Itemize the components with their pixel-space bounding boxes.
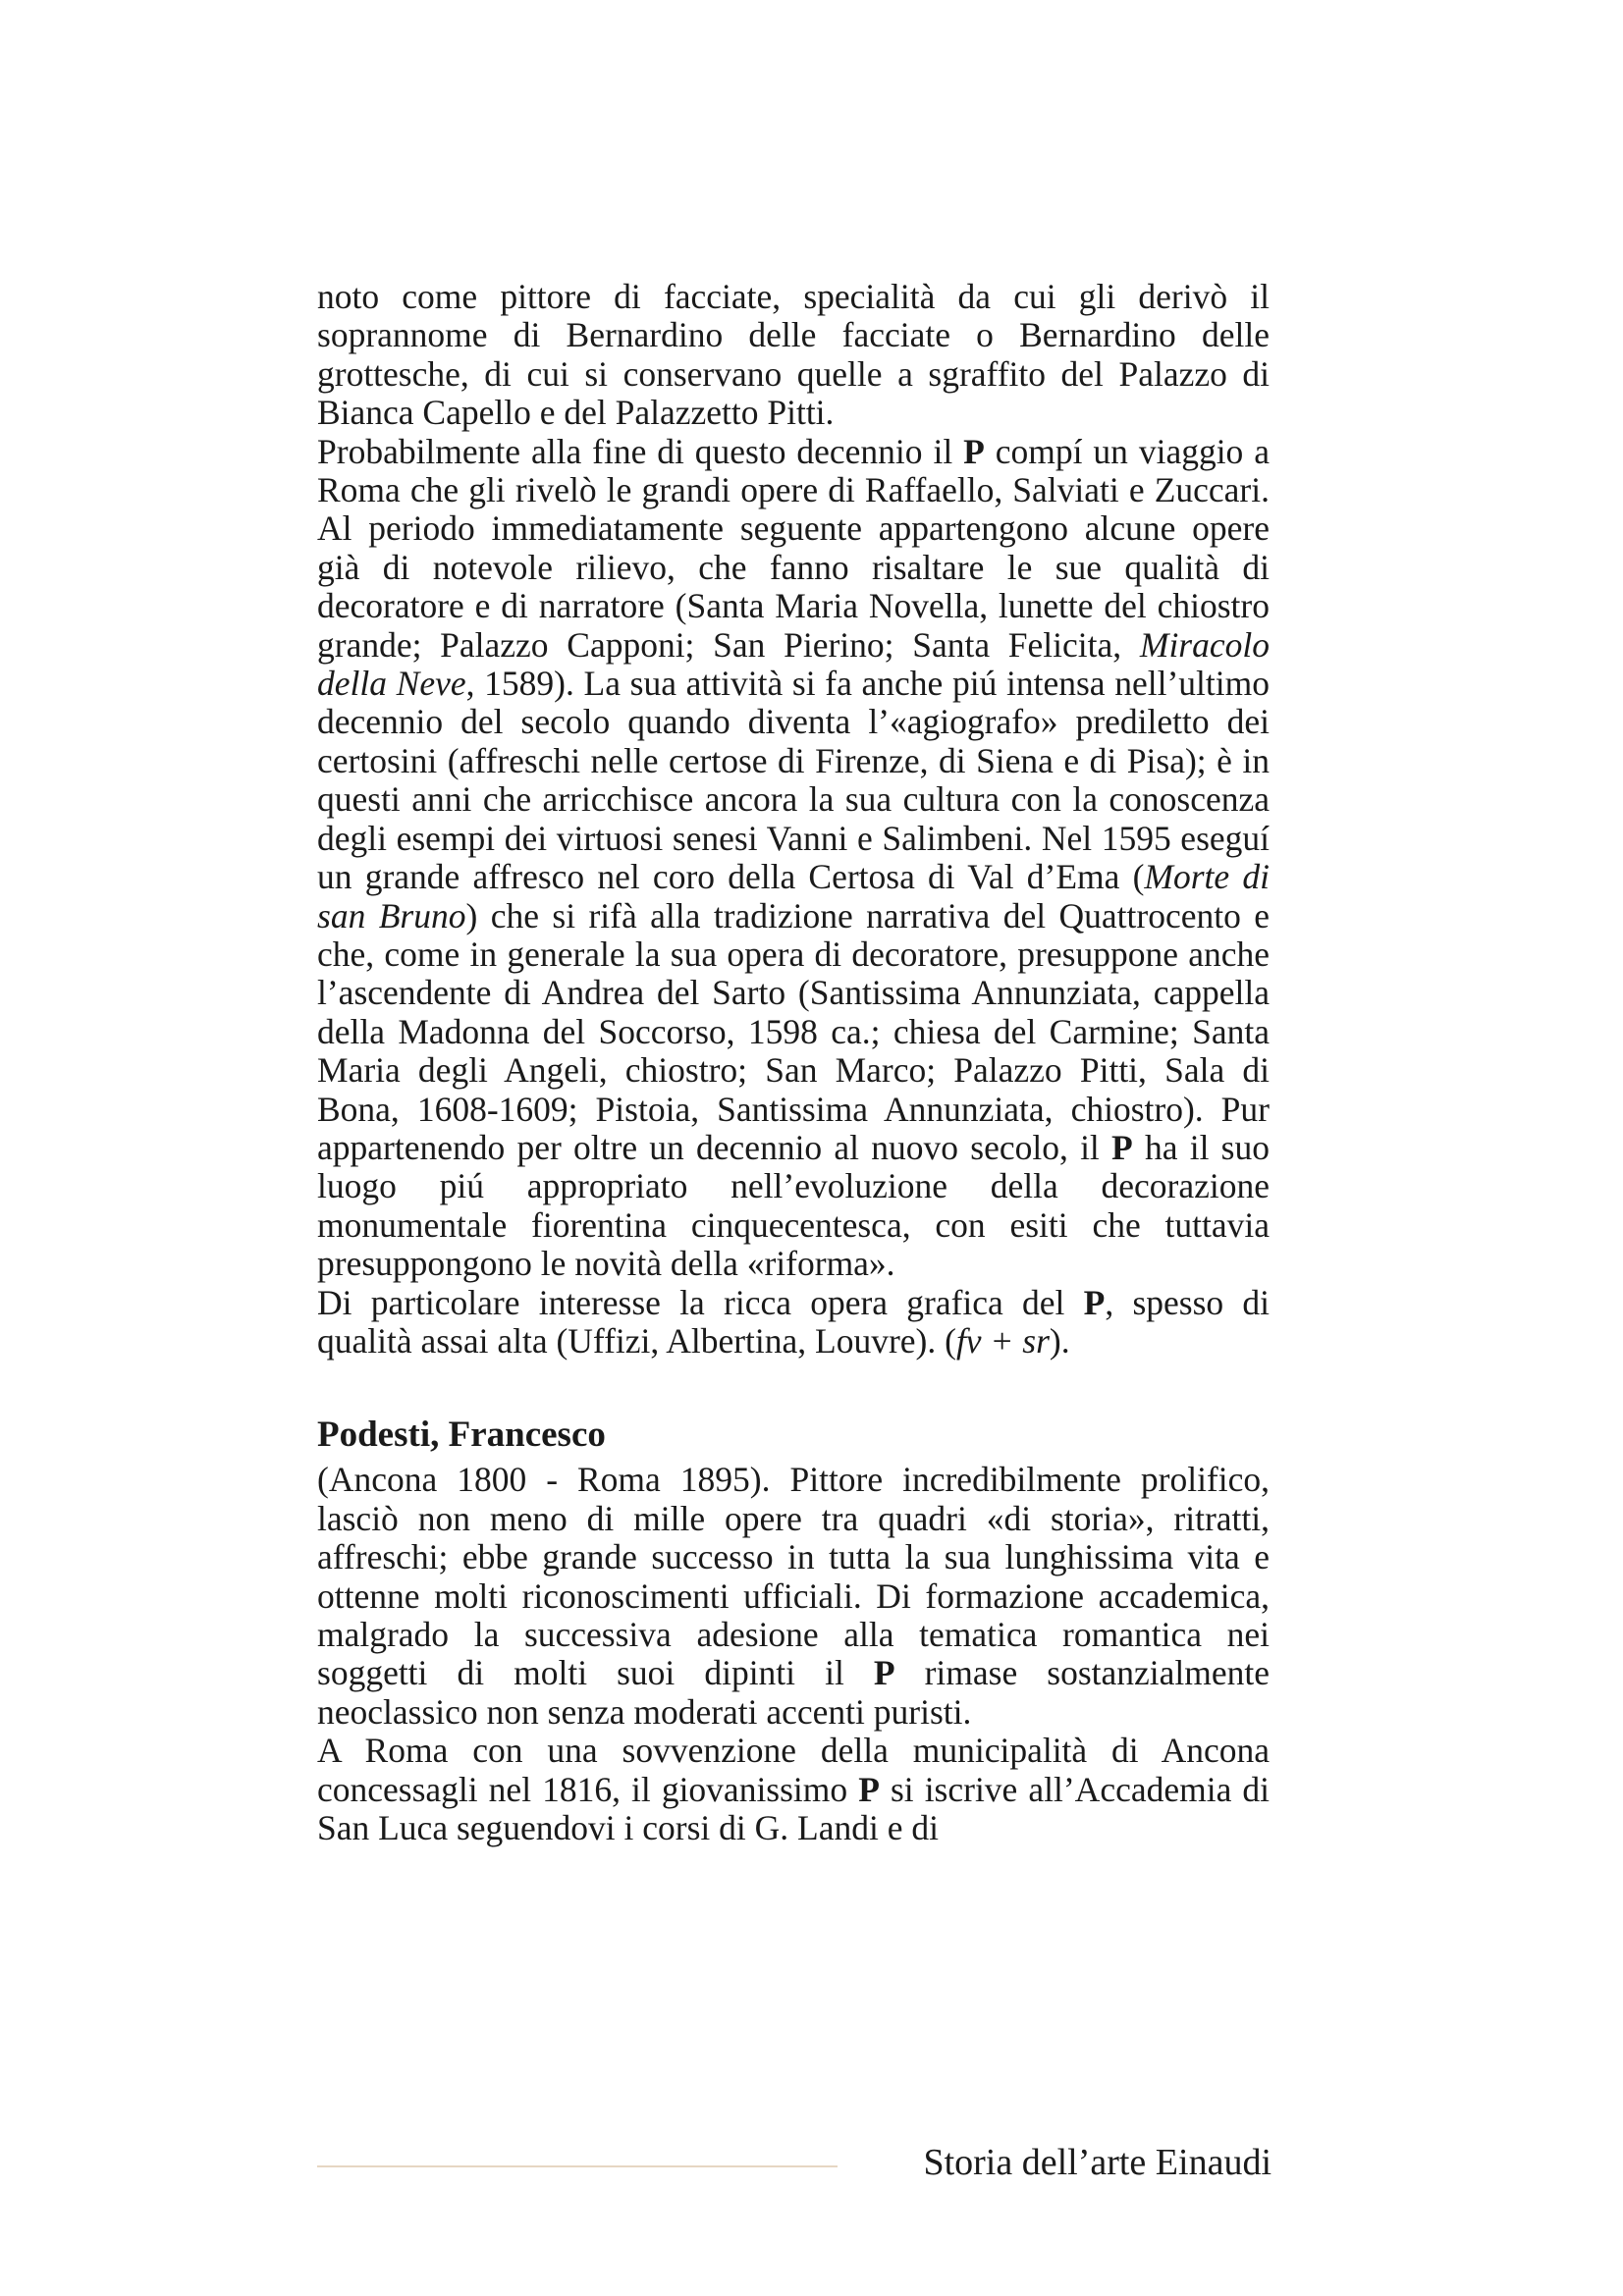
italic-title: Morte di san Bruno: [317, 857, 1270, 935]
text-run: A Roma con una sovvenzione della municipalità di Ancona concessagli nel 1816, il giovanissimo: [317, 1731, 1270, 1809]
text-run: , spesso di qualità assai alta (Uffizi, Albertina, Louvre). (: [317, 1282, 1270, 1361]
footer-rule: [317, 2165, 838, 2167]
paragraph-podesti-rome: [317, 1732, 1270, 1847]
footer-title: Storia dell’arte Einaudi: [923, 2142, 1271, 2183]
artist-abbreviation: P: [1111, 1127, 1133, 1167]
paragraph-podesti-intro: [317, 1461, 1270, 1732]
text-run: rimase sostanzialmente neoclassico non senza moderati accenti puristi.: [317, 1653, 1270, 1732]
italic-title: fv + sr: [955, 1320, 1050, 1361]
paragraph-voyage-rome: [317, 433, 1270, 1284]
artist-abbreviation: P: [858, 1769, 880, 1809]
paragraph-graphic-work: [317, 1284, 1270, 1362]
text-run: , 1589). La sua attività si fa anche piú intensa nell’ultimo decennio del secolo quando diventa l’«agiografo» prediletto dei certosini (affreschi nelle certose di Firenze, di Siena e di Pisa); è in questi anni che arricchisce ancora la sua cultura con la conoscenza degli esempi dei virtuosi senesi Vanni e Salimbeni. Nel 1595 eseguí un grande affresco nel coro della Certosa di Val d’Ema (: [317, 664, 1270, 897]
text-run: compí un viaggio a Roma che gli rivelò le grandi opere di Raffaello, Salviati e Zuccari. Al periodo immediatamente seguente appartengono alcune opere già di notevole rilievo, che fanno risaltare le sue qualità di decoratore e di narratore (Santa Maria Novella, lunette del chiostro grande; Palazzo Capponi; San Pierino; Santa Felicita,: [317, 431, 1270, 665]
text-column: [317, 278, 1270, 1847]
italic-title: Miracolo della Neve: [317, 624, 1270, 704]
paragraph-continuation: [317, 278, 1270, 433]
text-run: noto come pittore di facciate, specialità da cui gli derivò il soprannome di Bernardino delle facciate o Bernardino delle grottesche, di cui si conservano quelle a sgraffito del Palazzo di Bianca Capello e del Palazzetto Pitti.: [317, 277, 1270, 433]
text-run: (Ancona 1800 - Roma 1895). Pittore incredibilmente prolifico, lasciò non meno di mille opere tra quadri «di storia», ritratti, affreschi; ebbe grande successo in tutta la sua lunghissima vita e ottenne molti riconoscimenti ufficiali. Di formazione accademica, malgrado la successiva adesione alla tematica romantica nei soggetti di molti suoi dipinti il: [317, 1460, 1270, 1693]
text-run: ) che si rifà alla tradizione narrativa del Quattrocento e che, come in generale la sua opera di decoratore, presuppone anche l’ascendente di Andrea del Sarto (Santissima Annunziata, cappella della Madonna del Soccorso, 1598 ca.; chiesa del Carmine; Santa Maria degli Angeli, chiostro; San Marco; Palazzo Pitti, Sala di Bona, 1608-1609; Pistoia, Santissima Annunziata, chiostro). Pur appartenendo per oltre un decennio al nuovo secolo, il: [317, 895, 1270, 1167]
artist-abbreviation: P: [873, 1653, 895, 1693]
text-run: si iscrive all’Accademia di San Luca seguendovi i corsi di G. Landi e di: [317, 1769, 1270, 1848]
text-run: Probabilmente alla fine di questo decennio il: [317, 431, 964, 471]
text-run: ).: [1049, 1320, 1070, 1361]
artist-abbreviation: P: [1083, 1282, 1106, 1322]
text-run: Di particolare interesse la ricca opera grafica del: [317, 1282, 1084, 1322]
entry-heading: Podesti, Francesco: [317, 1415, 606, 1456]
text-run: ha il suo luogo piú appropriato nell’evoluzione della decorazione monumentale fiorentina cinquecentesca, con esiti che tuttavia presuppongono le novità della «riforma».: [317, 1127, 1270, 1284]
artist-abbreviation: P: [963, 431, 985, 471]
